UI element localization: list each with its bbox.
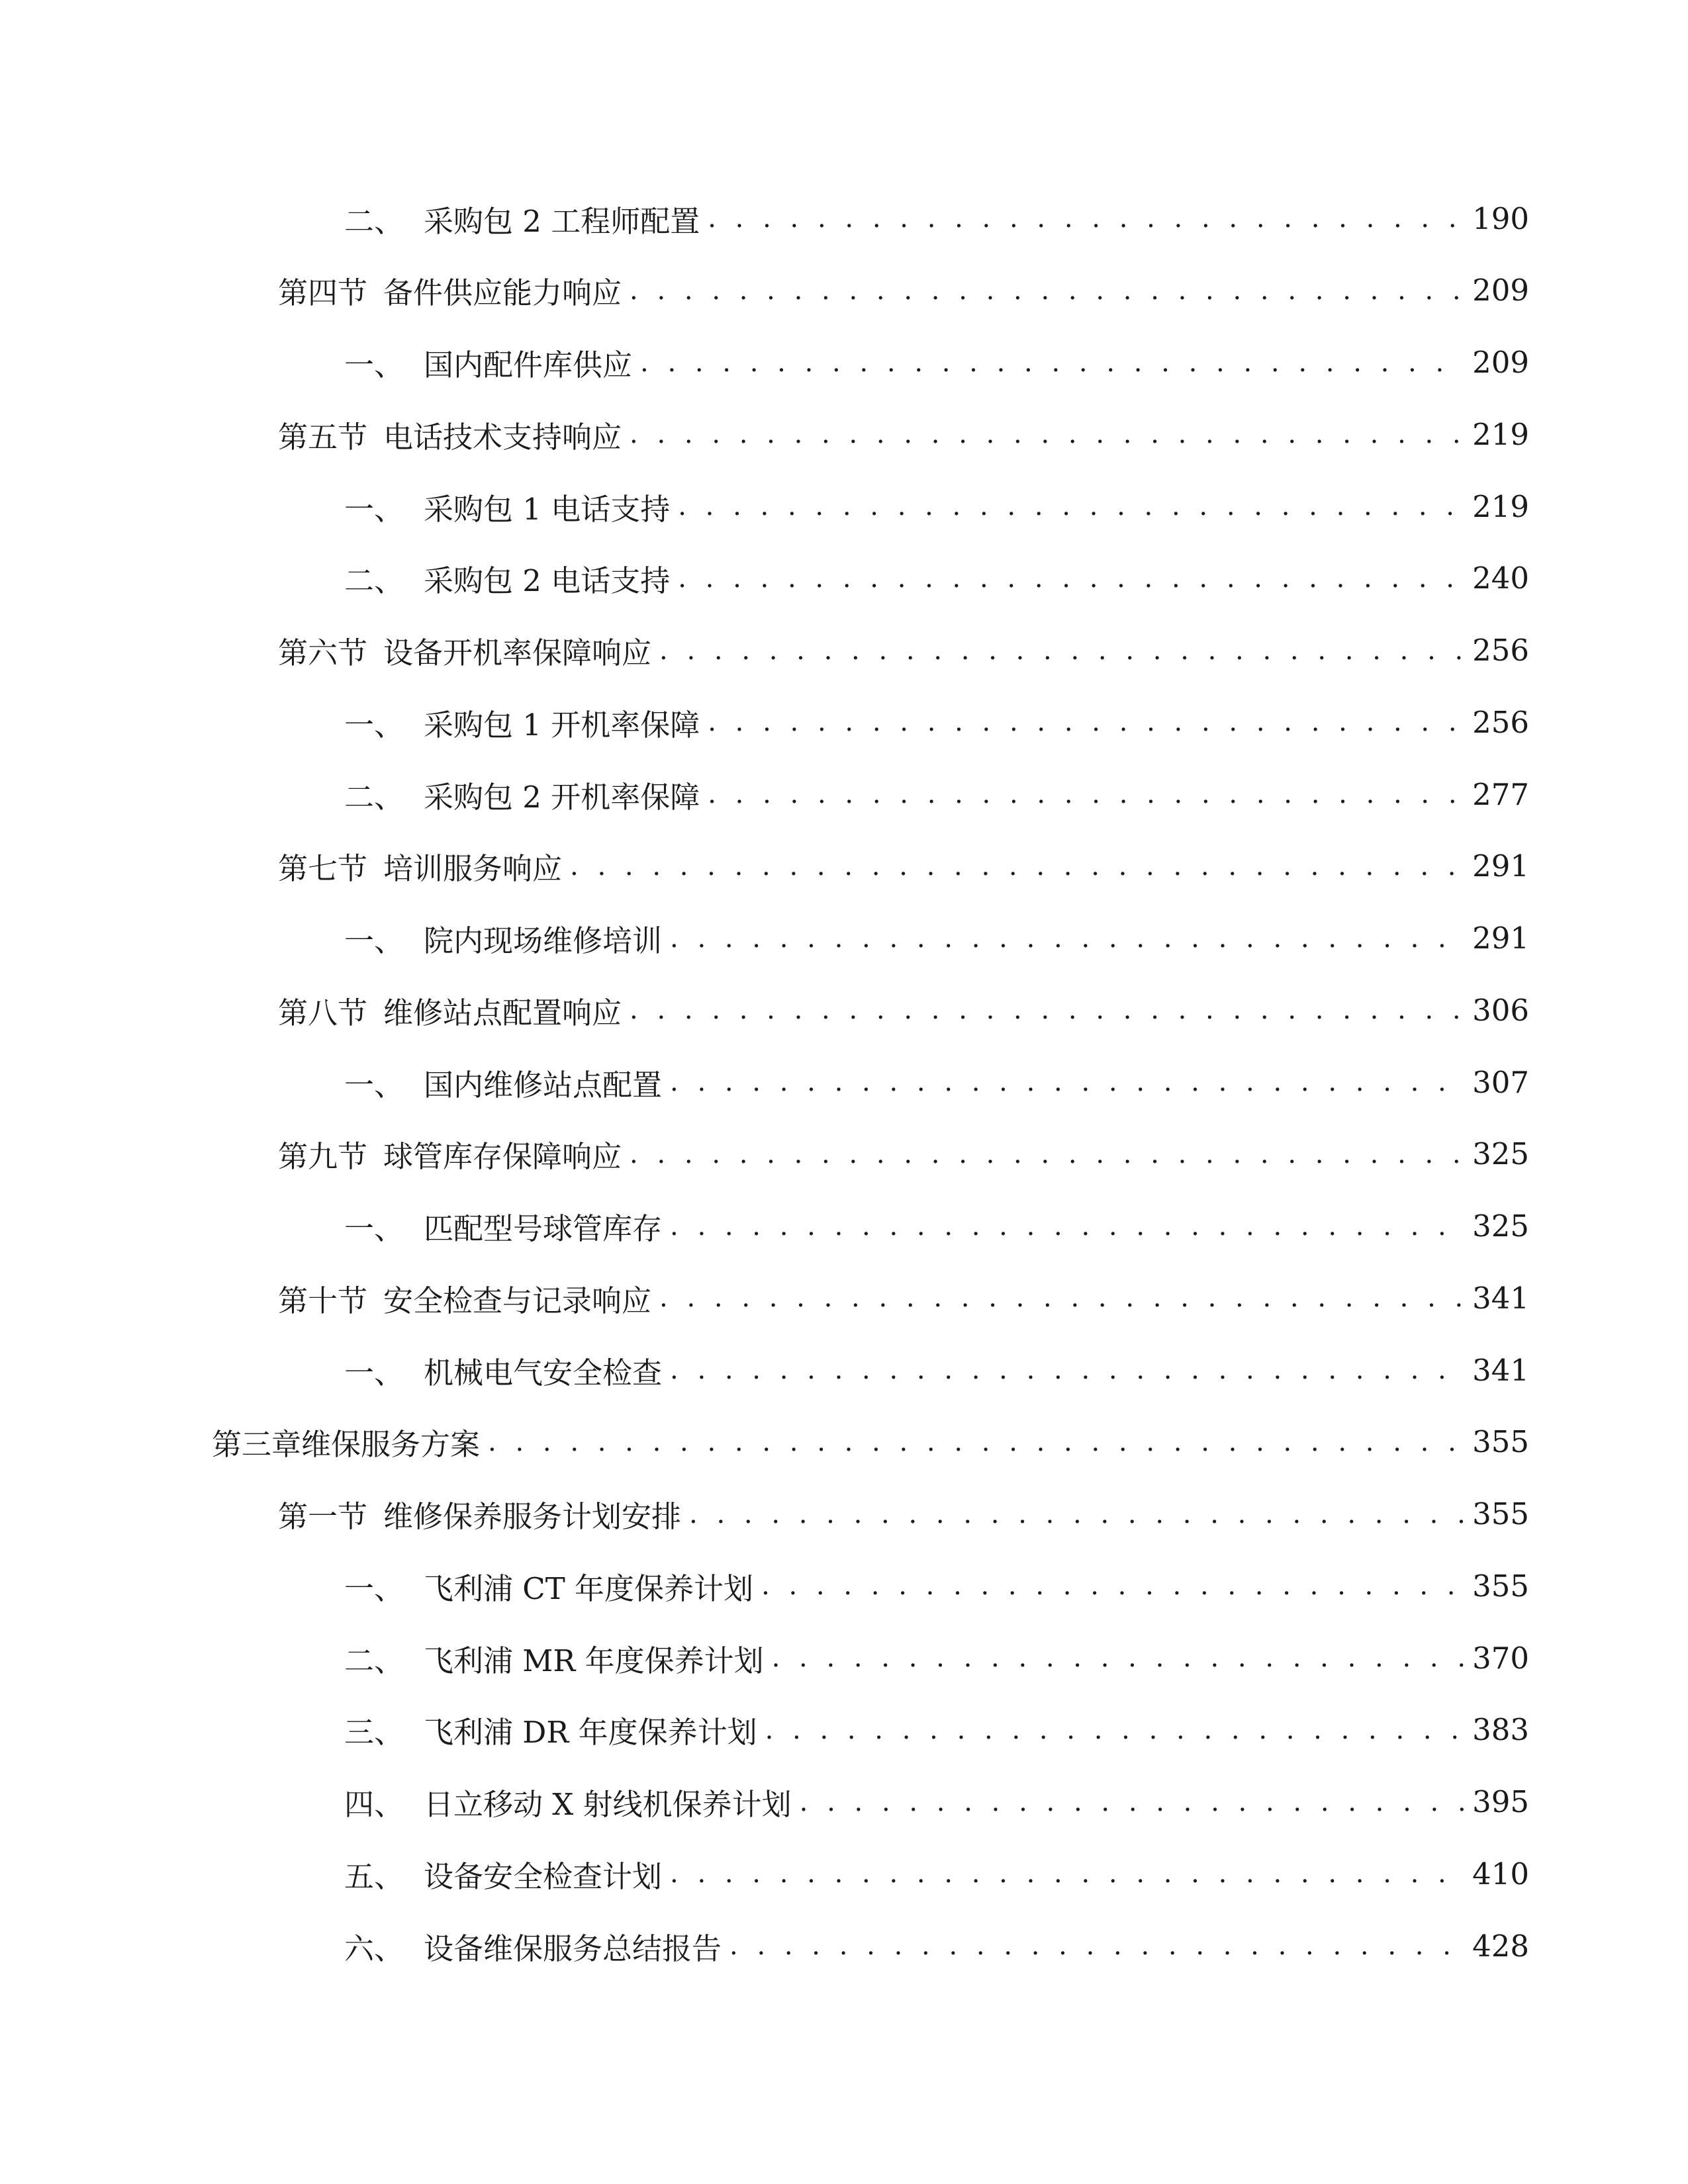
toc-entry-page-number: 355 xyxy=(1472,1424,1529,1460)
toc-entry[interactable] xyxy=(278,1128,1529,1181)
dot-leader xyxy=(640,336,1464,389)
toc-entry-page-number: 370 xyxy=(1472,1640,1529,1676)
dot-leader xyxy=(630,408,1464,461)
toc-entry[interactable] xyxy=(344,1631,1529,1684)
toc-entry-marker: 第十节 xyxy=(278,1283,368,1318)
dot-leader xyxy=(772,1631,1465,1684)
dot-leader xyxy=(761,1559,1464,1612)
toc-entry-title: 日立移动 X 射线机保养计划 xyxy=(424,1787,792,1822)
toc-entry[interactable] xyxy=(344,1704,1529,1756)
toc-entry[interactable] xyxy=(278,840,1529,893)
toc-entry-title: 采购包 1 电话支持 xyxy=(424,491,671,527)
toc-entry[interactable] xyxy=(278,408,1529,461)
toc-entry-page-number: 355 xyxy=(1472,1568,1529,1604)
toc-entry-marker: 三、 xyxy=(344,1715,404,1751)
toc-entry-title: 采购包 2 电话支持 xyxy=(424,563,671,599)
toc-entry[interactable] xyxy=(278,1488,1529,1541)
toc-entry[interactable] xyxy=(278,264,1529,317)
toc-entry[interactable] xyxy=(344,1056,1529,1109)
toc-entry-title: 培训服务响应 xyxy=(383,851,563,887)
toc-entry-page-number: 410 xyxy=(1472,1856,1529,1891)
dot-leader xyxy=(678,480,1464,533)
toc-entry-page-number: 325 xyxy=(1472,1136,1529,1172)
toc-entry-marker: 一、 xyxy=(344,1211,404,1246)
toc-entry-title: 备件供应能力响应 xyxy=(383,275,622,311)
dot-leader xyxy=(670,1847,1464,1900)
toc-entry-marker: 第三章 xyxy=(212,1427,302,1463)
dot-leader xyxy=(678,552,1464,605)
toc-entry-marker: 一、 xyxy=(344,707,404,743)
toc-entry-page-number: 307 xyxy=(1472,1064,1529,1100)
toc-entry-title: 院内现场维修培训 xyxy=(424,923,663,958)
dot-leader xyxy=(670,1056,1464,1109)
dot-leader xyxy=(800,1776,1464,1829)
toc-entry-marker: 第九节 xyxy=(278,1139,368,1175)
toc-entry-page-number: 291 xyxy=(1472,921,1529,956)
toc-entry-page-number: 219 xyxy=(1472,416,1529,452)
toc-entry-title: 飞利浦 MR 年度保养计划 xyxy=(424,1643,764,1678)
toc-entry-title: 安全检查与记录响应 xyxy=(383,1283,652,1318)
toc-entry-page-number: 306 xyxy=(1472,992,1529,1028)
toc-entry-page-number: 428 xyxy=(1472,1928,1529,1964)
toc-entry[interactable] xyxy=(344,480,1529,533)
toc-entry-title: 设备维保服务总结报告 xyxy=(424,1931,722,1966)
dot-leader xyxy=(670,912,1464,965)
dot-leader xyxy=(630,1128,1464,1181)
dot-leader xyxy=(708,768,1464,821)
toc-entry[interactable] xyxy=(344,1776,1529,1829)
toc-entry[interactable] xyxy=(344,1343,1529,1396)
dot-leader xyxy=(729,1919,1464,1972)
dot-leader xyxy=(488,1416,1464,1469)
toc-entry-title: 电话技术支持响应 xyxy=(383,419,622,455)
toc-entry-page-number: 383 xyxy=(1472,1712,1529,1748)
toc-entry-marker: 五、 xyxy=(344,1858,404,1894)
dot-leader xyxy=(659,624,1464,677)
toc-entry-page-number: 219 xyxy=(1472,488,1529,524)
toc-entry-page-number: 355 xyxy=(1472,1496,1529,1531)
toc-entry-title: 设备开机率保障响应 xyxy=(383,635,652,670)
toc-entry-title: 国内配件库供应 xyxy=(424,347,633,383)
toc-entry[interactable] xyxy=(344,336,1529,389)
toc-entry[interactable] xyxy=(344,1847,1529,1900)
toc-entry-title: 采购包 2 工程师配置 xyxy=(424,203,700,239)
toc-entry-title: 采购包 1 开机率保障 xyxy=(424,707,700,743)
dot-leader xyxy=(670,1343,1464,1396)
toc-entry-marker: 一、 xyxy=(344,1067,404,1103)
toc-entry-marker: 第六节 xyxy=(278,635,368,670)
toc-entry-marker: 一、 xyxy=(344,1355,404,1390)
dot-leader xyxy=(630,983,1464,1036)
dot-leader xyxy=(670,1200,1464,1253)
toc-entry-marker: 一、 xyxy=(344,491,404,527)
toc-entry-title: 维修保养服务计划安排 xyxy=(383,1499,682,1534)
dot-leader xyxy=(659,1271,1464,1324)
toc-entry-marker: 六、 xyxy=(344,1931,404,1966)
toc-entry[interactable] xyxy=(278,1271,1529,1324)
toc-entry-page-number: 209 xyxy=(1472,345,1529,380)
toc-entry-page-number: 325 xyxy=(1472,1208,1529,1244)
toc-entry-page-number: 190 xyxy=(1472,201,1529,236)
toc-entry[interactable] xyxy=(344,696,1529,749)
toc-entry[interactable] xyxy=(344,1200,1529,1253)
toc-entry-title: 国内维修站点配置 xyxy=(424,1067,663,1103)
toc-entry[interactable] xyxy=(344,192,1529,245)
toc-entry-title: 飞利浦 DR 年度保养计划 xyxy=(424,1715,757,1751)
toc-entry[interactable] xyxy=(344,912,1529,965)
toc-entry-marker: 四、 xyxy=(344,1787,404,1822)
toc-entry[interactable] xyxy=(278,983,1529,1036)
toc-entry-marker: 第四节 xyxy=(278,275,368,311)
toc-entry-marker: 第五节 xyxy=(278,419,368,455)
toc-entry-title: 飞利浦 CT 年度保养计划 xyxy=(424,1570,754,1606)
toc-entry-title: 维修站点配置响应 xyxy=(383,995,622,1030)
toc-entry-page-number: 277 xyxy=(1472,776,1529,812)
toc-entry-marker: 一、 xyxy=(344,1570,404,1606)
toc-entry-marker: 二、 xyxy=(344,563,404,599)
toc-entry-page-number: 240 xyxy=(1472,561,1529,596)
toc-entry-marker: 二、 xyxy=(344,779,404,815)
dot-leader xyxy=(708,696,1464,749)
dot-leader xyxy=(689,1488,1464,1541)
dot-leader xyxy=(765,1704,1465,1756)
toc-entry[interactable] xyxy=(344,552,1529,605)
toc-entry-marker: 一、 xyxy=(344,923,404,958)
toc-entry-title: 球管库存保障响应 xyxy=(383,1139,622,1175)
toc-entry-page-number: 256 xyxy=(1472,704,1529,740)
toc-entry-page-number: 341 xyxy=(1472,1280,1529,1316)
toc-entry-page-number: 291 xyxy=(1472,848,1529,884)
toc-entry[interactable] xyxy=(344,1919,1529,1972)
dot-leader xyxy=(708,192,1464,245)
toc-entry-title: 维保服务方案 xyxy=(301,1427,481,1463)
toc-entry-title: 采购包 2 开机率保障 xyxy=(424,779,700,815)
toc-entry[interactable] xyxy=(344,1559,1529,1612)
toc-entry-page-number: 395 xyxy=(1472,1784,1529,1819)
dot-leader xyxy=(630,264,1464,317)
toc-entry-marker: 一、 xyxy=(344,347,404,383)
toc-entry-page-number: 256 xyxy=(1472,633,1529,668)
toc-entry-marker: 第八节 xyxy=(278,995,368,1030)
toc-entry[interactable] xyxy=(344,768,1529,821)
toc-entry-title: 设备安全检查计划 xyxy=(424,1858,663,1894)
toc-entry-page-number: 341 xyxy=(1472,1352,1529,1388)
toc-entry-marker: 二、 xyxy=(344,203,404,239)
dot-leader xyxy=(570,840,1464,893)
toc-entry-title: 机械电气安全检查 xyxy=(424,1355,663,1390)
toc-entry[interactable] xyxy=(212,1416,1529,1469)
toc-entry-marker: 二、 xyxy=(344,1643,404,1678)
toc-entry-page-number: 209 xyxy=(1472,273,1529,308)
toc-entry-marker: 第一节 xyxy=(278,1499,368,1534)
toc-entry-title: 匹配型号球管库存 xyxy=(424,1211,663,1246)
toc-entry[interactable] xyxy=(278,624,1529,677)
toc-entry-marker: 第七节 xyxy=(278,851,368,887)
